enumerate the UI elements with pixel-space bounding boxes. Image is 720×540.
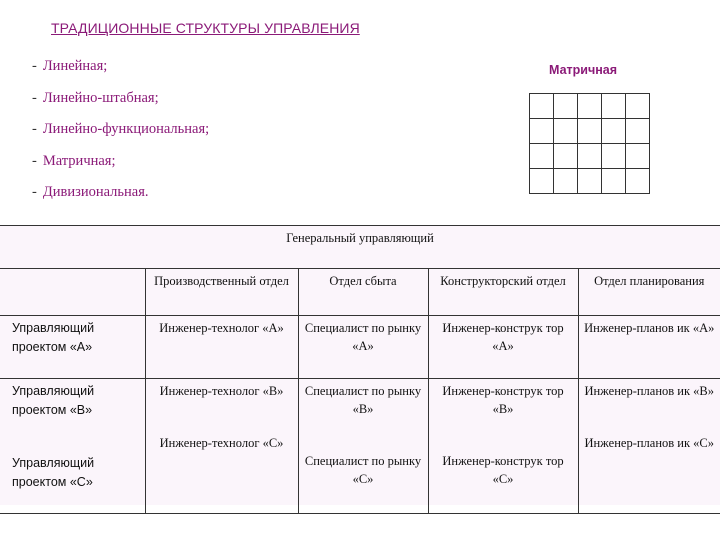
matrix-table xyxy=(0,225,720,514)
list-item-label: Дивизиональная. xyxy=(42,184,149,200)
table-cell: Инженер-планов ик «A» xyxy=(578,316,720,379)
table-cell xyxy=(428,379,578,514)
cell-b: Инженер-планов ик «B» xyxy=(584,384,715,398)
list-item: - Дивизиональная. xyxy=(32,184,149,200)
list-item-label: Линейная; xyxy=(42,58,108,74)
project-manager-c: Управляющий проектом «C» xyxy=(12,456,95,489)
cell-b: Специалист по рынку «B» xyxy=(304,384,422,416)
department-header: Производственный отдел xyxy=(145,269,298,316)
cell-b: Инженер-конструк тор «B» xyxy=(442,384,564,416)
project-manager-b: Управляющий проектом «B» xyxy=(12,384,95,417)
table-row xyxy=(0,226,720,269)
general-manager-cell: Генеральный управляющий xyxy=(0,226,720,269)
matrix-label: Матричная xyxy=(549,63,618,77)
table-cell xyxy=(145,379,298,514)
table-row xyxy=(0,269,720,316)
department-header: Конструкторский отдел xyxy=(428,269,578,316)
table-row xyxy=(0,316,720,379)
list-item: - Матричная; xyxy=(32,152,116,169)
list-item: - Линейно-функциональная; xyxy=(32,121,210,137)
table-cell: Инженер-технолог «A» xyxy=(145,316,298,379)
empty-corner-cell xyxy=(0,269,145,316)
cell-c: Специалист по рынку «C» xyxy=(304,454,422,486)
list-item: - Линейно-штабная; xyxy=(32,89,159,106)
project-manager-cell xyxy=(0,379,145,514)
cell-b: Инженер-технолог «B» xyxy=(159,384,284,398)
table-cell: Специалист по рынку «A» xyxy=(298,316,428,379)
matrix-grid-diagram xyxy=(529,93,650,194)
cell-c: Инженер-технолог «C» xyxy=(159,436,284,450)
department-header: Отдел планирования xyxy=(578,269,720,316)
cell-c: Инженер-планов ик «C» xyxy=(584,436,715,450)
table-cell xyxy=(298,379,428,514)
list-item-label: Линейно-функциональная; xyxy=(42,121,210,137)
matrix-table-container xyxy=(0,225,720,505)
list-item-label: Матричная; xyxy=(42,152,116,169)
table-row xyxy=(0,379,720,514)
table-cell xyxy=(578,379,720,514)
page-title: ТРАДИЦИОННЫЕ СТРУКТУРЫ УПРАВЛЕНИЯ xyxy=(51,20,360,36)
list-item-label: Линейно-штабная; xyxy=(42,89,159,106)
project-manager-cell: Управляющий проектом «A» xyxy=(0,316,145,379)
list-item: - Линейная; xyxy=(32,58,108,74)
cell-c: Инженер-конструк тор «C» xyxy=(442,454,564,486)
structure-list xyxy=(32,55,209,213)
table-cell: Инженер-конструк тор «A» xyxy=(428,316,578,379)
department-header: Отдел сбыта xyxy=(298,269,428,316)
